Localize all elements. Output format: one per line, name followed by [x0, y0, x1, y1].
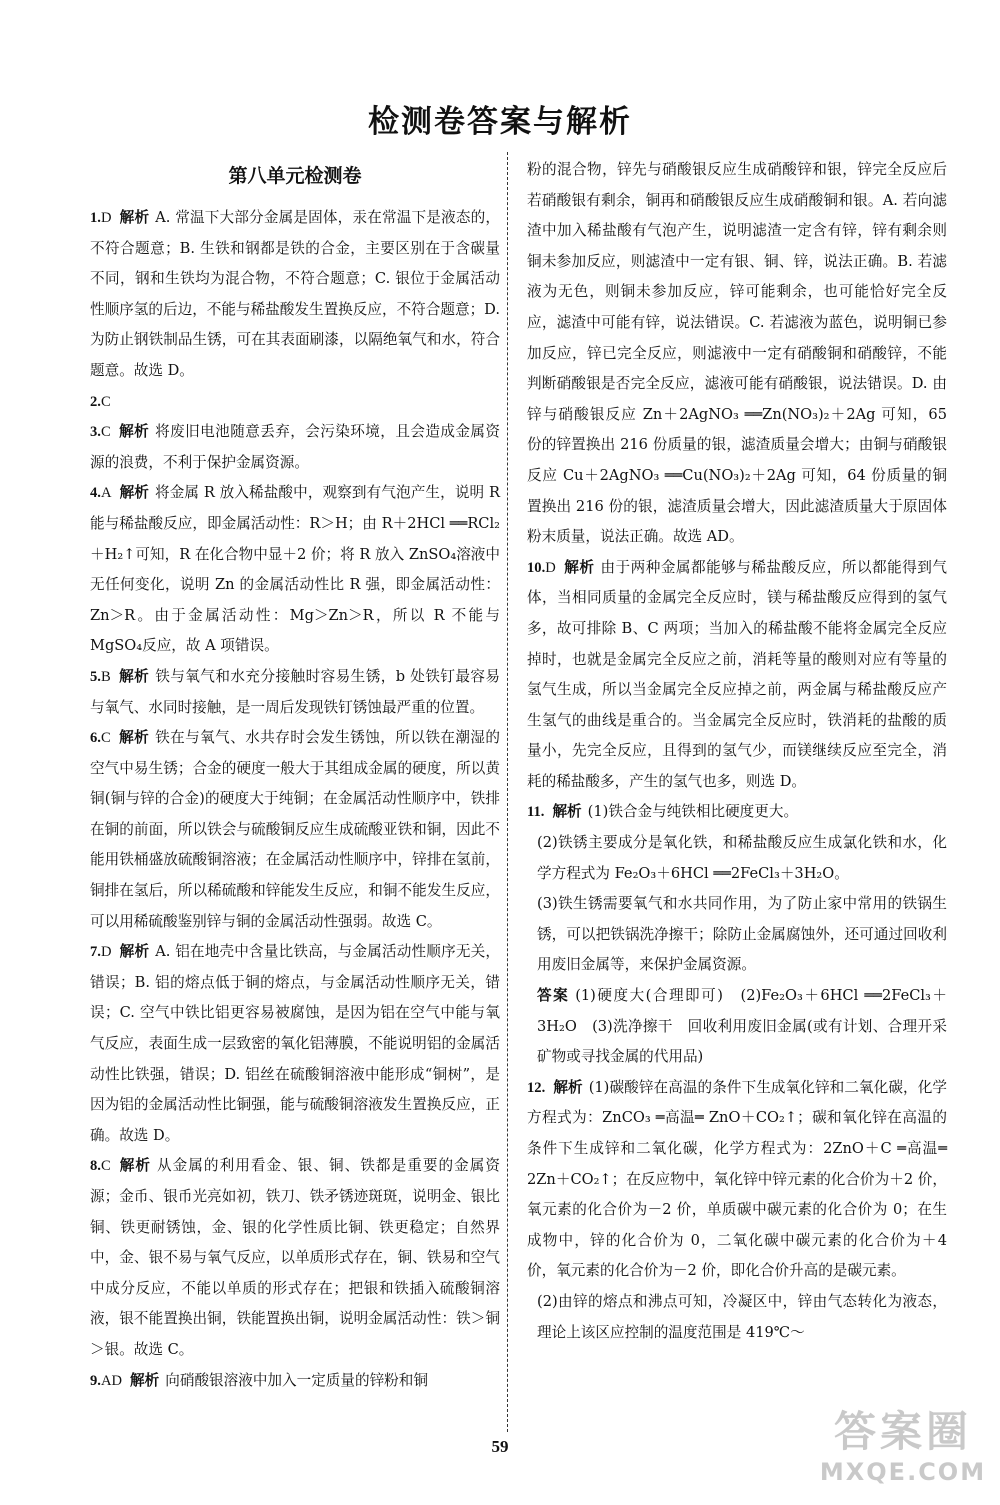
- item-answer: D: [100, 944, 112, 961]
- q12-line-2: (2)由锌的熔点和沸点可知，冷凝区中，锌由气态转化为液态，理论上该区应控制的温度范围是 419℃～: [537, 1292, 947, 1341]
- section-title: 第八单元检测卷: [228, 165, 362, 187]
- item-number: 2.: [90, 393, 101, 410]
- jiexi-label: 解析: [119, 209, 150, 226]
- item-answer: A: [100, 485, 112, 502]
- answer-item: [90, 1366, 500, 1397]
- column-divider: [507, 152, 508, 1432]
- jiexi-label: 解析: [563, 558, 595, 576]
- q11-jiexi-label: 解析: [552, 803, 582, 821]
- q12-jiexi-label: 解析: [553, 1078, 583, 1096]
- left-column: [90, 155, 500, 1396]
- jiexi-label: 解析: [130, 1371, 160, 1389]
- item-answer: C: [100, 393, 111, 410]
- jiexi-label: 解析: [119, 943, 150, 961]
- q11-line-3: (3)铁生锈需要氧气和水共同作用，为了防止家中常用的铁锅生锈，可以把铁锅洗净擦干；除防止金属腐蚀外，还可通过回收利用废旧金属等，来保护金属资源。: [537, 895, 947, 974]
- item-explanation: 铁在与氧气、水共存时会发生锈蚀，所以铁在潮湿的空气中易生锈；合金的硬度一般大于其组成金属的硬度，所以黄铜(铜与锌的合金)的硬度大于纯铜；在金属活动性顺序中，铁排在铜的前面，所以铁会与硫酸铜反应生成硫酸亚铁和铜，因此不能用铁桶盛放硫酸铜溶液；在金属活动性顺序中，锌排在氢前，铜排在氢后，所以稀硫酸和锌能发生反应，和铜不能发生反应，可以用稀硫酸鉴别锌与铜的金属活动性强弱。故选 C。: [90, 729, 500, 930]
- item-answer: D: [100, 210, 112, 226]
- item-answer: B: [100, 668, 111, 685]
- q11-answer-label: 答案: [537, 987, 570, 1005]
- watermark-bottom: MXQE.COM: [819, 1458, 987, 1486]
- q11-number: 11.: [527, 804, 545, 821]
- item-number: 6.: [90, 730, 101, 747]
- item-number: 10.: [527, 559, 546, 576]
- item-number: 7.: [90, 944, 101, 961]
- q9-continuation: [527, 155, 947, 553]
- item-explanation: 将金属 R 放入稀盐酸中，观察到有气泡产生，说明 R 能与稀盐酸反应，即金属活动性：R＞H；由 R＋2HCl ══RCl₂＋H₂↑可知，R 在化合物中显＋2 价；将 R 放入 ZnSO₄溶液中无任何变化，说明 Zn 的金属活动性比 R 强，即金属活动性：Zn＞R。由于金属活动性：Mg＞Zn＞R，所以 R 不能与 MgSO₄反应，故 A 项错误。: [90, 484, 500, 655]
- jiexi-label: 解析: [119, 484, 150, 502]
- answer-item: [90, 937, 500, 1151]
- item-answer: AD: [100, 1372, 123, 1389]
- item-number: 5.: [90, 668, 101, 685]
- item-explanation: A. 铝在地壳中含量比铁高，与金属活动性顺序无关，错误；B. 铝的熔点低于铜的熔点，与金属活动性顺序无关，错误；C. 空气中铁比铝更容易被腐蚀，是因为铝在空气中能与氧气反应，表面生成一层致密的氧化铝薄膜，不能说明铝的金属活动性比铁强，错误；D. 铝丝在硫酸铜溶液中能形成“铜树”，是因为铝的金属活动性比铜强，能与硫酸铜溶液发生置换反应，正确。故选 D。: [90, 943, 500, 1144]
- q11-answer-text: (1)硬度大(合理即可) (2)Fe₂O₃＋6HCl ══2FeCl₃＋3H₂O (3)洗净擦干 回收利用废旧金属(或有计划、合理开采矿物或寻找金属的代用品): [537, 987, 947, 1066]
- item-explanation: 由于两种金属都能够与稀盐酸反应，所以都能得到气体，当相同质量的金属完全反应时，镁与稀盐酸反应得到的氢气多，故可排除 B、C 两项；当加入的稀盐酸不能将金属完全反应掉时，也就是金属完全反应之前，消耗等量的酸则对应有等量的氢气生成，所以当金属完全反应掉之前，两金属与稀盐酸反应产生氢气的曲线是重合的。当金属完全反应时，铁消耗的盐酸的质量小，先完全反应，且得到的氢气少，而镁继续反应至完全，消耗的稀盐酸多，产生的氢气也多，则选 D。: [527, 558, 947, 790]
- q12: [527, 1073, 947, 1348]
- jiexi-label: 解析: [118, 729, 150, 747]
- answer-item: [90, 387, 500, 418]
- answer-item: [527, 553, 947, 798]
- right-item-list: [527, 553, 947, 798]
- item-explanation: 将废旧电池随意丢弃，会污染环境，且会造成金属资源的浪费，不利于保护金属资源。: [90, 423, 500, 471]
- item-number: 9.: [90, 1372, 101, 1389]
- answer-item: [90, 1151, 500, 1365]
- right-column: [527, 155, 947, 1348]
- item-explanation: A. 常温下大部分金属是固体，汞在常温下是液态的，不符合题意；B. 生铁和钢都是铁的合金，主要区别在于含碳量不同，钢和生铁均为混合物，不符合题意；C. 银位于金属活动性顺序氢的后边，不能与稀盐酸发生置换反应，不符合题意；D. 为防止钢铁制品生锈，可在其表面刷漆，以隔绝氧气和水，符合题意。故选 D。: [90, 209, 500, 379]
- q11-line-2: (2)铁锈主要成分是氧化铁，和稀盐酸反应生成氯化铁和水，化学方程式为 Fe₂O₃＋6HCl ══2FeCl₃＋3H₂O。: [537, 834, 947, 882]
- item-explanation: 铁与氧气和水充分接触时容易生锈，b 处铁钉最容易与氧气、水同时接触，是一周后发现铁钉锈蚀最严重的位置。: [90, 667, 500, 716]
- jiexi-label: 解析: [118, 423, 150, 441]
- q9-continuation-text: 粉的混合物，锌先与硝酸银反应生成硝酸锌和银，锌完全反应后若硝酸银有剩余，铜再和硝酸银反应生成硝酸铜和银。A. 若向滤渣中加入稀盐酸有气泡产生，说明滤渣一定含有锌，锌有剩余则铜未参加反应，则滤渣中一定有银、铜、锌，说法正确。B. 若滤液为无色，则铜未参加反应，锌可能剩余，也可能恰好完全反应，滤渣中可能有锌，说法错误。C. 若滤液为蓝色，说明铜已参加反应，锌已完全反应，则滤液中一定有硝酸铜和硝酸锌，不能判断硝酸银是否完全反应，滤液可能有硝酸银，说法错误。D. 由锌与硝酸银反应 Zn＋2AgNO₃ ══Zn(NO₃)₂＋2Ag 可知，65 份的锌置换出 216 份质量的银，滤渣质量会增大；由铜与硝酸银反应 Cu＋2AgNO₃ ══Cu(NO₃)₂＋2Ag 可知，64 份质量的铜置换出 216 份的银，滤渣质量会增大，因此滤渣质量大于原固体粉末质量，说法正确。故选 AD。: [527, 161, 947, 546]
- answer-item: [90, 417, 500, 478]
- q12-number: 12.: [527, 1079, 546, 1096]
- item-number: 8.: [90, 1158, 101, 1175]
- item-explanation: 向硝酸银溶液中加入一定质量的锌粉和铜: [165, 1371, 428, 1389]
- answer-item: [90, 723, 500, 937]
- site-watermark-logo: [818, 1407, 988, 1497]
- q12-line-1: (1)碳酸锌在高温的条件下生成氧化锌和二氧化碳，化学方程式为：ZnCO₃ ═高温═ ZnO＋CO₂↑；碳和氧化锌在高温的条件下生成锌和二氧化碳，化学方程式为：2ZnO＋C ═高温═ 2Zn＋CO₂↑；在反应物中，氧化锌中锌元素的化合价为＋2 价，氧元素的化合价为－2 价，单质碳中碳元素的化合价为 0；在生成物中，锌的化合价为 0，二氧化碳中碳元素的化合价为＋4 价，氧元素的化合价为－2 价，即化合价升高的是碳元素。: [527, 1078, 947, 1280]
- answer-item: [90, 203, 500, 387]
- q11: [527, 797, 947, 1072]
- watermark-top: 答案圈: [833, 1407, 972, 1456]
- item-number: 3.: [90, 424, 101, 441]
- answer-item: [90, 662, 500, 723]
- item-number: 1.: [90, 210, 101, 226]
- item-answer: C: [100, 730, 111, 747]
- page-number: 59: [491, 1437, 509, 1456]
- answer-item: [90, 478, 500, 662]
- item-answer: C: [100, 424, 111, 441]
- page-title: 检测卷答案与解析: [368, 104, 632, 140]
- item-answer: D: [545, 559, 556, 576]
- left-item-list: [90, 203, 500, 1396]
- item-answer: C: [100, 1158, 111, 1175]
- q11-line-1: (1)铁合金与纯铁相比硬度更大。: [587, 803, 799, 821]
- item-number: 4.: [90, 485, 101, 502]
- item-explanation: 从金属的利用看金、银、铜、铁都是重要的金属资源；金币、银币光亮如初，铁刀、铁矛锈迹斑斑，说明金、银比铜、铁更耐锈蚀，金、银的化学性质比铜、铁更稳定；自然界中，金、银不易与氧气反应，以单质形式存在，铜、铁易和空气中成分反应，不能以单质的形式存在；把银和铁插入硫酸铜溶液，银不能置换出铜，铁能置换出铜，说明金属活动性：铁＞铜＞银。故选 C。: [90, 1157, 500, 1358]
- jiexi-label: 解析: [118, 667, 150, 685]
- jiexi-label: 解析: [118, 1157, 152, 1175]
